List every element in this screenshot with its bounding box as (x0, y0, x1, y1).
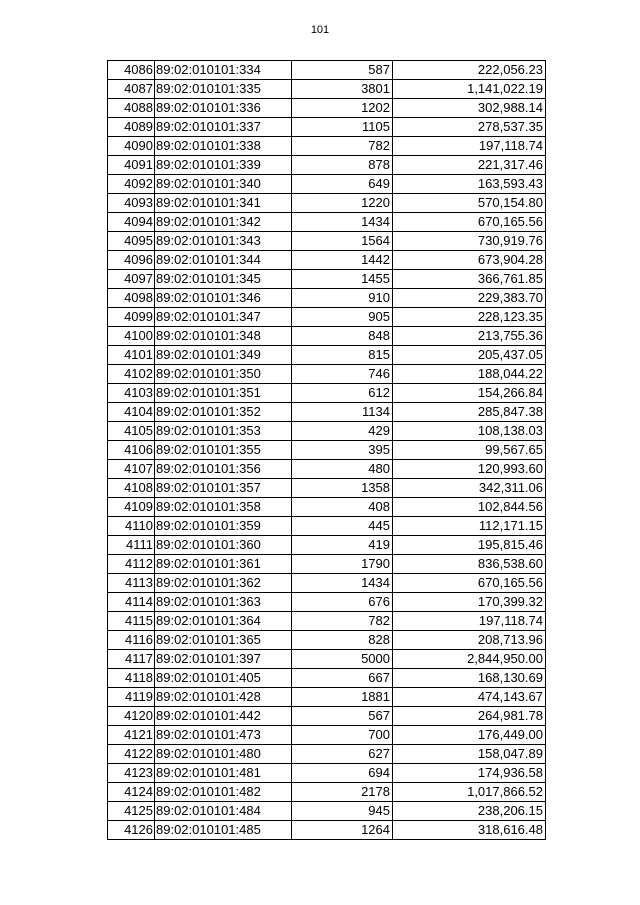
area-cell: 1881 (292, 688, 393, 707)
table-row (108, 555, 546, 574)
cadastral-value-cell: 176,449.00 (393, 726, 546, 745)
cadastral-value-cell: 208,713.96 (393, 631, 546, 650)
row-number-cell: 4117 (108, 650, 155, 669)
cadastral-value-cell: 213,755.36 (393, 327, 546, 346)
cadastral-number-cell: 89:02:010101:357 (155, 479, 292, 498)
area-cell: 1434 (292, 574, 393, 593)
table-row (108, 118, 546, 137)
cadastral-number-cell: 89:02:010101:355 (155, 441, 292, 460)
cadastral-value-cell: 170,399.32 (393, 593, 546, 612)
table-row (108, 802, 546, 821)
cadastral-value-cell: 285,847.38 (393, 403, 546, 422)
table-row (108, 213, 546, 232)
cadastral-value-cell: 108,138.03 (393, 422, 546, 441)
area-cell: 1564 (292, 232, 393, 251)
cadastral-value-cell: 670,165.56 (393, 213, 546, 232)
row-number-cell: 4095 (108, 232, 155, 251)
row-number-cell: 4087 (108, 80, 155, 99)
area-cell: 1105 (292, 118, 393, 137)
area-cell: 408 (292, 498, 393, 517)
area-cell: 1442 (292, 251, 393, 270)
cadastral-value-cell: 730,919.76 (393, 232, 546, 251)
cadastral-value-cell: 318,616.48 (393, 821, 546, 840)
row-number-cell: 4098 (108, 289, 155, 308)
cadastral-number-cell: 89:02:010101:343 (155, 232, 292, 251)
row-number-cell: 4122 (108, 745, 155, 764)
row-number-cell: 4116 (108, 631, 155, 650)
table-row (108, 593, 546, 612)
cadastral-number-cell: 89:02:010101:346 (155, 289, 292, 308)
cadastral-number-cell: 89:02:010101:485 (155, 821, 292, 840)
cadastral-number-cell: 89:02:010101:347 (155, 308, 292, 327)
area-cell: 480 (292, 460, 393, 479)
table-row (108, 232, 546, 251)
cadastral-value-cell: 366,761.85 (393, 270, 546, 289)
cadastral-value-cell: 112,171.15 (393, 517, 546, 536)
table-row (108, 650, 546, 669)
cadastral-number-cell: 89:02:010101:344 (155, 251, 292, 270)
row-number-cell: 4091 (108, 156, 155, 175)
cadastral-number-cell: 89:02:010101:361 (155, 555, 292, 574)
cadastral-number-cell: 89:02:010101:362 (155, 574, 292, 593)
table-row (108, 175, 546, 194)
table-row (108, 327, 546, 346)
area-cell: 612 (292, 384, 393, 403)
cadastral-number-cell: 89:02:010101:334 (155, 61, 292, 80)
cadastral-value-cell: 168,130.69 (393, 669, 546, 688)
cadastral-value-table (107, 60, 546, 840)
cadastral-number-cell: 89:02:010101:358 (155, 498, 292, 517)
table-row (108, 536, 546, 555)
cadastral-value-cell: 99,567.65 (393, 441, 546, 460)
table-row (108, 61, 546, 80)
cadastral-number-cell: 89:02:010101:353 (155, 422, 292, 441)
area-cell: 848 (292, 327, 393, 346)
row-number-cell: 4106 (108, 441, 155, 460)
cadastral-value-cell: 342,311.06 (393, 479, 546, 498)
row-number-cell: 4111 (108, 536, 155, 555)
table-row (108, 156, 546, 175)
area-cell: 905 (292, 308, 393, 327)
area-cell: 782 (292, 612, 393, 631)
row-number-cell: 4119 (108, 688, 155, 707)
cadastral-value-cell: 2,844,950.00 (393, 650, 546, 669)
table-row (108, 574, 546, 593)
table-body (108, 61, 546, 840)
cadastral-value-cell: 222,056.23 (393, 61, 546, 80)
cadastral-value-cell: 673,904.28 (393, 251, 546, 270)
table-row (108, 441, 546, 460)
table-row (108, 384, 546, 403)
cadastral-value-cell: 221,317.46 (393, 156, 546, 175)
table-row (108, 289, 546, 308)
table-row (108, 669, 546, 688)
area-cell: 815 (292, 346, 393, 365)
area-cell: 1790 (292, 555, 393, 574)
row-number-cell: 4121 (108, 726, 155, 745)
area-cell: 429 (292, 422, 393, 441)
cadastral-number-cell: 89:02:010101:480 (155, 745, 292, 764)
table-row (108, 365, 546, 384)
area-cell: 419 (292, 536, 393, 555)
cadastral-number-cell: 89:02:010101:359 (155, 517, 292, 536)
row-number-cell: 4102 (108, 365, 155, 384)
area-cell: 395 (292, 441, 393, 460)
cadastral-value-cell: 197,118.74 (393, 137, 546, 156)
cadastral-value-cell: 278,537.35 (393, 118, 546, 137)
row-number-cell: 4090 (108, 137, 155, 156)
cadastral-number-cell: 89:02:010101:360 (155, 536, 292, 555)
row-number-cell: 4124 (108, 783, 155, 802)
cadastral-number-cell: 89:02:010101:345 (155, 270, 292, 289)
row-number-cell: 4089 (108, 118, 155, 137)
area-cell: 2178 (292, 783, 393, 802)
cadastral-value-cell: 474,143.67 (393, 688, 546, 707)
cadastral-value-cell: 120,993.60 (393, 460, 546, 479)
table-row (108, 99, 546, 118)
cadastral-number-cell: 89:02:010101:337 (155, 118, 292, 137)
row-number-cell: 4110 (108, 517, 155, 536)
row-number-cell: 4096 (108, 251, 155, 270)
row-number-cell: 4115 (108, 612, 155, 631)
area-cell: 676 (292, 593, 393, 612)
area-cell: 1264 (292, 821, 393, 840)
cadastral-number-cell: 89:02:010101:473 (155, 726, 292, 745)
cadastral-value-cell: 1,017,866.52 (393, 783, 546, 802)
cadastral-value-cell: 264,981.78 (393, 707, 546, 726)
area-cell: 878 (292, 156, 393, 175)
table-row (108, 631, 546, 650)
area-cell: 667 (292, 669, 393, 688)
table-row (108, 251, 546, 270)
cadastral-value-cell: 1,141,022.19 (393, 80, 546, 99)
row-number-cell: 4105 (108, 422, 155, 441)
page-number: 101 (310, 24, 330, 36)
row-number-cell: 4126 (108, 821, 155, 840)
cadastral-number-cell: 89:02:010101:351 (155, 384, 292, 403)
cadastral-value-cell: 302,988.14 (393, 99, 546, 118)
table-row (108, 707, 546, 726)
row-number-cell: 4093 (108, 194, 155, 213)
table-row (108, 783, 546, 802)
cadastral-number-cell: 89:02:010101:352 (155, 403, 292, 422)
cadastral-value-cell: 229,383.70 (393, 289, 546, 308)
table-row (108, 194, 546, 213)
area-cell: 1202 (292, 99, 393, 118)
area-cell: 828 (292, 631, 393, 650)
table-row (108, 764, 546, 783)
table-row (108, 80, 546, 99)
row-number-cell: 4086 (108, 61, 155, 80)
cadastral-value-cell: 195,815.46 (393, 536, 546, 555)
cadastral-number-cell: 89:02:010101:335 (155, 80, 292, 99)
row-number-cell: 4101 (108, 346, 155, 365)
cadastral-number-cell: 89:02:010101:350 (155, 365, 292, 384)
cadastral-number-cell: 89:02:010101:363 (155, 593, 292, 612)
row-number-cell: 4103 (108, 384, 155, 403)
area-cell: 567 (292, 707, 393, 726)
row-number-cell: 4118 (108, 669, 155, 688)
cadastral-value-cell: 154,266.84 (393, 384, 546, 403)
area-cell: 700 (292, 726, 393, 745)
table-row (108, 688, 546, 707)
cadastral-value-cell: 836,538.60 (393, 555, 546, 574)
table-row (108, 403, 546, 422)
cadastral-number-cell: 89:02:010101:342 (155, 213, 292, 232)
row-number-cell: 4104 (108, 403, 155, 422)
cadastral-value-cell: 238,206.15 (393, 802, 546, 821)
row-number-cell: 4112 (108, 555, 155, 574)
row-number-cell: 4123 (108, 764, 155, 783)
cadastral-number-cell: 89:02:010101:349 (155, 346, 292, 365)
cadastral-number-cell: 89:02:010101:428 (155, 688, 292, 707)
table-row (108, 517, 546, 536)
cadastral-value-cell: 197,118.74 (393, 612, 546, 631)
cadastral-number-cell: 89:02:010101:397 (155, 650, 292, 669)
row-number-cell: 4125 (108, 802, 155, 821)
cadastral-number-cell: 89:02:010101:341 (155, 194, 292, 213)
table-row (108, 745, 546, 764)
row-number-cell: 4108 (108, 479, 155, 498)
row-number-cell: 4100 (108, 327, 155, 346)
cadastral-value-cell: 228,123.35 (393, 308, 546, 327)
area-cell: 649 (292, 175, 393, 194)
cadastral-number-cell: 89:02:010101:484 (155, 802, 292, 821)
table-row (108, 726, 546, 745)
area-cell: 1358 (292, 479, 393, 498)
row-number-cell: 4099 (108, 308, 155, 327)
row-number-cell: 4109 (108, 498, 155, 517)
area-cell: 587 (292, 61, 393, 80)
area-cell: 445 (292, 517, 393, 536)
area-cell: 910 (292, 289, 393, 308)
cadastral-value-cell: 102,844.56 (393, 498, 546, 517)
row-number-cell: 4088 (108, 99, 155, 118)
row-number-cell: 4092 (108, 175, 155, 194)
cadastral-number-cell: 89:02:010101:481 (155, 764, 292, 783)
area-cell: 1220 (292, 194, 393, 213)
cadastral-number-cell: 89:02:010101:356 (155, 460, 292, 479)
cadastral-value-cell: 174,936.58 (393, 764, 546, 783)
table-row (108, 422, 546, 441)
area-cell: 694 (292, 764, 393, 783)
area-cell: 5000 (292, 650, 393, 669)
cadastral-number-cell: 89:02:010101:364 (155, 612, 292, 631)
table-row (108, 308, 546, 327)
row-number-cell: 4097 (108, 270, 155, 289)
area-cell: 1455 (292, 270, 393, 289)
area-cell: 945 (292, 802, 393, 821)
cadastral-value-cell: 158,047.89 (393, 745, 546, 764)
area-cell: 3801 (292, 80, 393, 99)
area-cell: 1134 (292, 403, 393, 422)
cadastral-number-cell: 89:02:010101:442 (155, 707, 292, 726)
table-row (108, 479, 546, 498)
cadastral-value-cell: 570,154.80 (393, 194, 546, 213)
area-cell: 1434 (292, 213, 393, 232)
row-number-cell: 4107 (108, 460, 155, 479)
cadastral-number-cell: 89:02:010101:339 (155, 156, 292, 175)
table-row (108, 270, 546, 289)
cadastral-number-cell: 89:02:010101:340 (155, 175, 292, 194)
table-row (108, 346, 546, 365)
cadastral-number-cell: 89:02:010101:338 (155, 137, 292, 156)
row-number-cell: 4113 (108, 574, 155, 593)
row-number-cell: 4114 (108, 593, 155, 612)
cadastral-value-cell: 205,437.05 (393, 346, 546, 365)
row-number-cell: 4094 (108, 213, 155, 232)
table-row (108, 460, 546, 479)
cadastral-number-cell: 89:02:010101:336 (155, 99, 292, 118)
table-row (108, 137, 546, 156)
cadastral-value-cell: 188,044.22 (393, 365, 546, 384)
cadastral-value-cell: 670,165.56 (393, 574, 546, 593)
area-cell: 782 (292, 137, 393, 156)
table-row (108, 612, 546, 631)
area-cell: 627 (292, 745, 393, 764)
area-cell: 746 (292, 365, 393, 384)
cadastral-number-cell: 89:02:010101:348 (155, 327, 292, 346)
table-row (108, 498, 546, 517)
table-row (108, 821, 546, 840)
cadastral-number-cell: 89:02:010101:365 (155, 631, 292, 650)
cadastral-number-cell: 89:02:010101:482 (155, 783, 292, 802)
cadastral-value-cell: 163,593.43 (393, 175, 546, 194)
cadastral-number-cell: 89:02:010101:405 (155, 669, 292, 688)
row-number-cell: 4120 (108, 707, 155, 726)
